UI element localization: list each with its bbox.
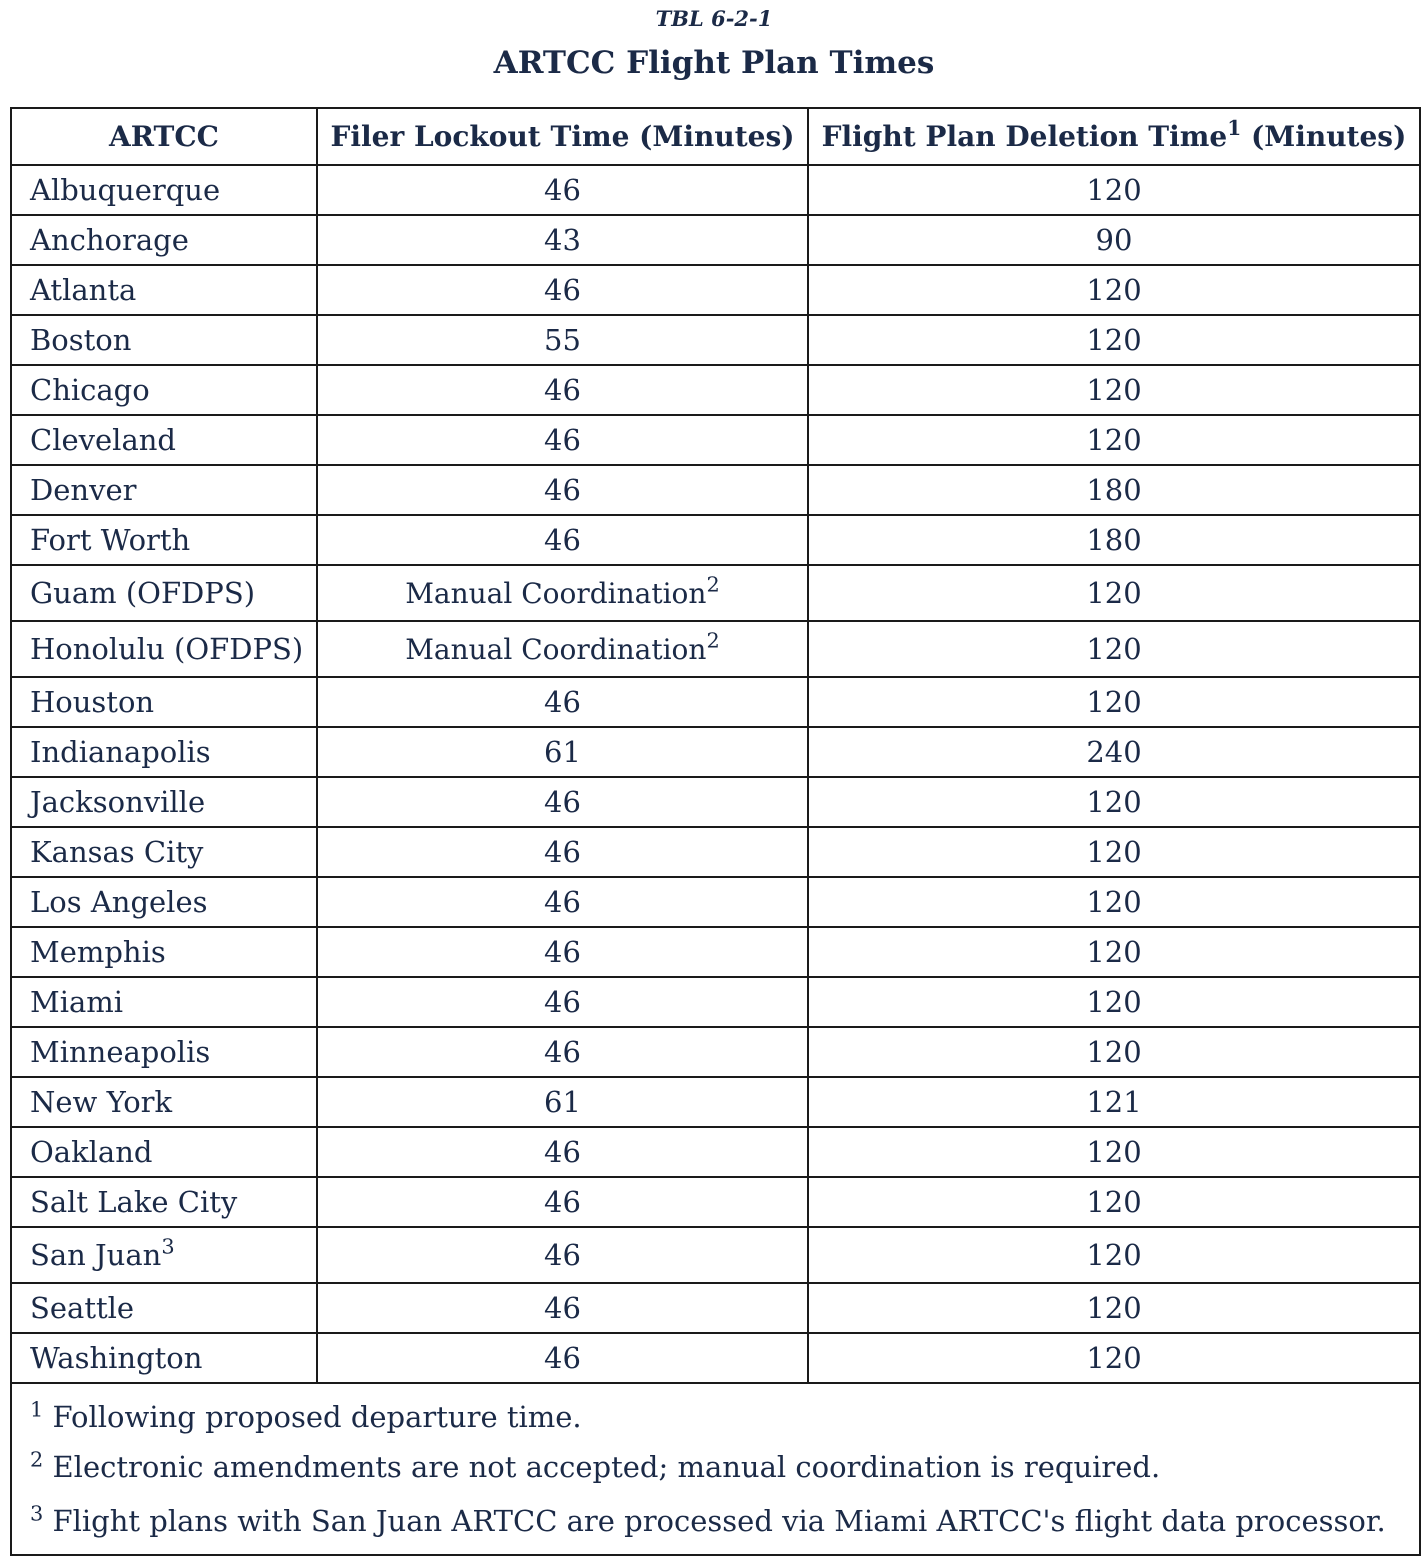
deletion-time: 240 [808,727,1420,777]
column-header-lockout: Filer Lockout Time (Minutes) [317,108,808,165]
footnote-mark: 3 [30,1501,44,1526]
lockout-time [317,565,808,621]
artcc-name: Denver [11,465,317,515]
artcc-name: Seattle [11,1283,317,1333]
artcc-name: Cleveland [11,415,317,465]
lockout-footnote-mark: 2 [706,628,720,653]
artcc-name: Boston [11,315,317,365]
table-row [11,727,1420,777]
deletion-header-footnote-mark: 1 [1227,115,1242,140]
table-row [11,265,1420,315]
table-row [11,827,1420,877]
lockout-time: 61 [317,727,808,777]
footnotes [11,1383,1420,1555]
deletion-time: 120 [808,1027,1420,1077]
footnote-mark: 1 [30,1397,44,1422]
artcc-name: Kansas City [11,827,317,877]
footnote-text: Flight plans with San Juan ARTCC are processed via Miami ARTCC's flight data processor. [43,1504,1386,1538]
deletion-time: 120 [808,265,1420,315]
lockout-time: 61 [317,1077,808,1127]
table-row [11,1177,1420,1227]
footnote-mark: 2 [30,1447,44,1472]
lockout-manual-text: Manual Coordination [405,576,707,610]
footnote-text: Electronic amendments are not accepted; manual coordination is required. [43,1450,1161,1484]
lockout-time: 46 [317,827,808,877]
table-row [11,515,1420,565]
table-body [11,165,1420,1555]
table-row [11,415,1420,465]
artcc-name-text: San Juan [30,1237,162,1272]
lockout-time: 46 [317,677,808,727]
lockout-time: 46 [317,515,808,565]
lockout-time: 46 [317,1127,808,1177]
table-row [11,565,1420,621]
deletion-header-text: Flight Plan Deletion Time [821,119,1228,153]
lockout-time: 46 [317,1027,808,1077]
artcc-name: Fort Worth [11,515,317,565]
table-row [11,1027,1420,1077]
column-header-artcc: ARTCC [11,108,317,165]
deletion-time: 120 [808,165,1420,215]
deletion-time: 120 [808,621,1420,677]
deletion-time: 120 [808,1333,1420,1383]
lockout-time: 46 [317,1227,808,1283]
deletion-time: 90 [808,215,1420,265]
footnote-text: Following proposed departure time. [43,1400,582,1434]
footnote [30,1394,1419,1440]
flight-plan-times-table [10,107,1421,1556]
lockout-time: 46 [317,415,808,465]
lockout-time: 46 [317,1333,808,1383]
artcc-name: Los Angeles [11,877,317,927]
artcc-name: New York [11,1077,317,1127]
deletion-time: 120 [808,977,1420,1027]
table-row [11,1227,1420,1283]
deletion-time: 120 [808,677,1420,727]
artcc-name: Washington [11,1333,317,1383]
table-row [11,927,1420,977]
table-row [11,1077,1420,1127]
artcc-name: Houston [11,677,317,727]
artcc-name [11,1227,317,1283]
lockout-time: 43 [317,215,808,265]
table-row [11,1283,1420,1333]
table-row [11,1333,1420,1383]
footnote [30,1494,1419,1548]
artcc-name: Memphis [11,927,317,977]
lockout-time: 55 [317,315,808,365]
lockout-manual-text: Manual Coordination [405,632,707,666]
table-row [11,365,1420,415]
table-row [11,677,1420,727]
table-row [11,465,1420,515]
table-number: TBL 6-2-1 [655,6,773,31]
lockout-time: 46 [317,877,808,927]
artcc-name: Salt Lake City [11,1177,317,1227]
table-row [11,315,1420,365]
deletion-time: 120 [808,1177,1420,1227]
table-row [11,877,1420,927]
artcc-name: Miami [11,977,317,1027]
deletion-time: 121 [808,1077,1420,1127]
table-row [11,215,1420,265]
artcc-name: Chicago [11,365,317,415]
artcc-footnote-mark: 3 [161,1234,175,1259]
deletion-time: 120 [808,1283,1420,1333]
lockout-time: 46 [317,927,808,977]
lockout-time: 46 [317,977,808,1027]
deletion-time: 120 [808,777,1420,827]
footnote [30,1440,1419,1494]
lockout-time: 46 [317,1177,808,1227]
lockout-time: 46 [317,265,808,315]
lockout-time: 46 [317,165,808,215]
artcc-name: Anchorage [11,215,317,265]
column-header-deletion [808,108,1420,165]
deletion-time: 120 [808,565,1420,621]
table-row [11,1127,1420,1177]
deletion-header-unit: (Minutes) [1241,119,1407,153]
table-row [11,977,1420,1027]
artcc-name: Atlanta [11,265,317,315]
artcc-name: Indianapolis [11,727,317,777]
deletion-time: 120 [808,877,1420,927]
artcc-name: Albuquerque [11,165,317,215]
lockout-time: 46 [317,365,808,415]
deletion-time: 120 [808,927,1420,977]
artcc-name: Jacksonville [11,777,317,827]
lockout-time [317,621,808,677]
artcc-name: Guam (OFDPS) [11,565,317,621]
deletion-time: 120 [808,1227,1420,1283]
artcc-name: Honolulu (OFDPS) [11,621,317,677]
lockout-footnote-mark: 2 [706,572,720,597]
table-row [11,165,1420,215]
deletion-time: 120 [808,415,1420,465]
lockout-time: 46 [317,465,808,515]
footnotes-row [11,1383,1420,1555]
lockout-time: 46 [317,1283,808,1333]
artcc-name: Oakland [11,1127,317,1177]
deletion-time: 120 [808,315,1420,365]
lockout-time: 46 [317,777,808,827]
deletion-time: 120 [808,365,1420,415]
table-title: ARTCC Flight Plan Times [493,45,935,81]
deletion-time: 180 [808,515,1420,565]
deletion-time: 120 [808,1127,1420,1177]
deletion-time: 120 [808,827,1420,877]
table-row [11,777,1420,827]
deletion-time: 180 [808,465,1420,515]
header-row [11,108,1420,165]
artcc-name: Minneapolis [11,1027,317,1077]
table-row [11,621,1420,677]
